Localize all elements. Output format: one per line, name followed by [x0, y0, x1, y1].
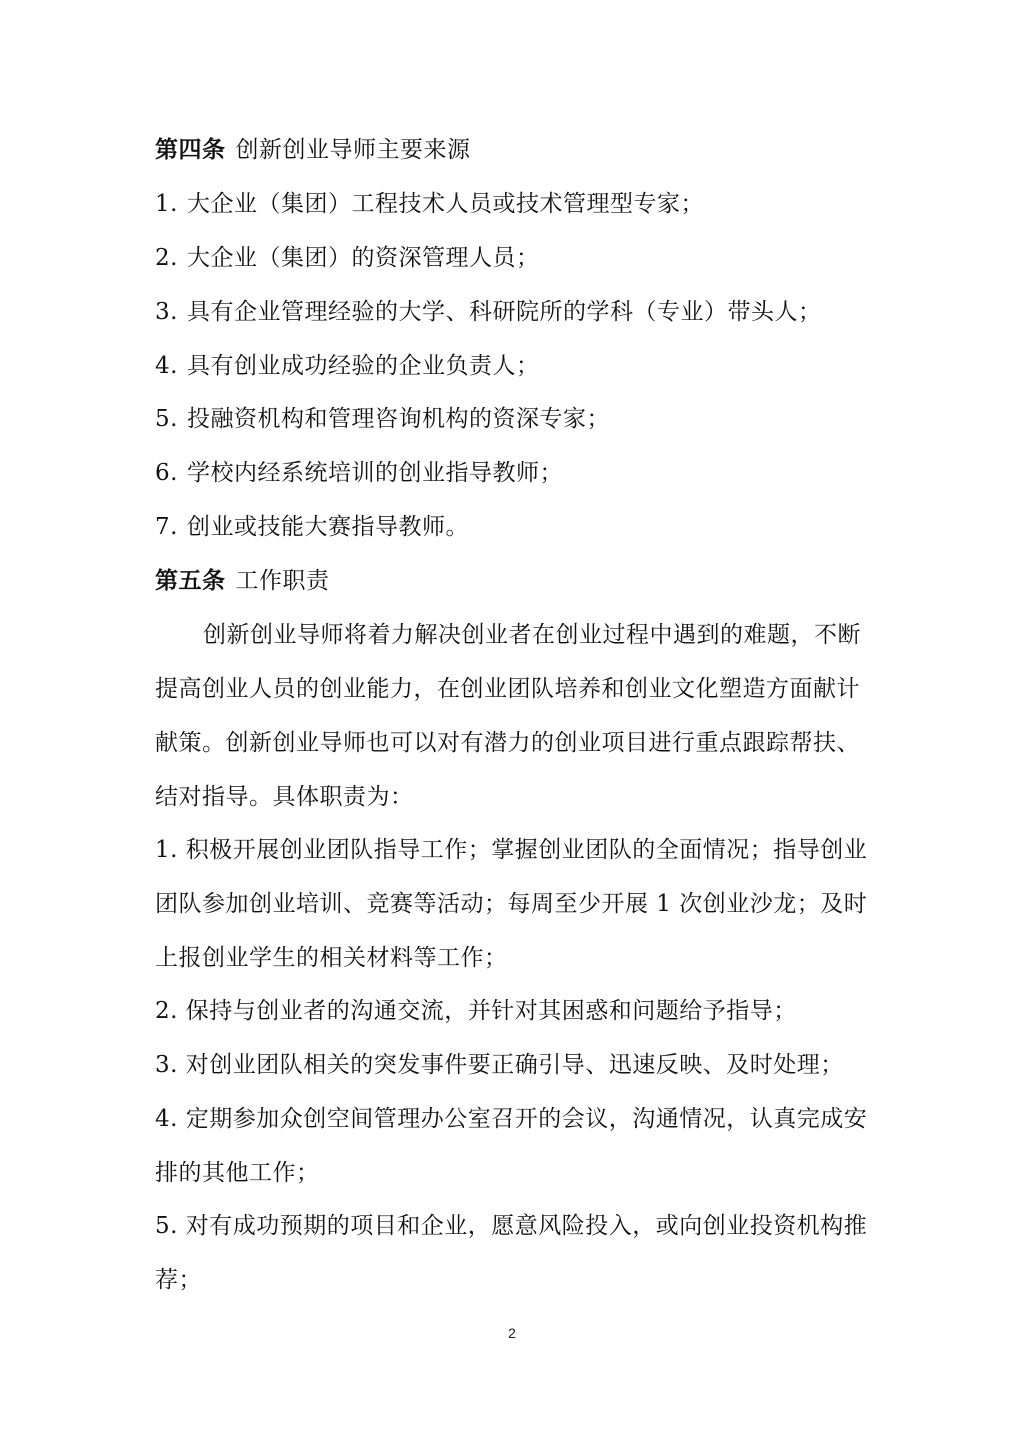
duty-line: 1. 积极开展创业团队指导工作；掌握创业团队的全面情况；指导创业	[155, 837, 868, 863]
paragraph-line: 献策。创新创业导师也可以对有潜力的创业项目进行重点跟踪帮扶、	[155, 730, 860, 756]
paragraph-line: 提高创业人员的创业能力，在创业团队培养和创业文化塑造方面献计	[155, 676, 860, 702]
duty-line: 荐；	[155, 1267, 202, 1293]
list-item	[155, 458, 875, 488]
duty-line: 团队参加创业培训、竞赛等活动；每周至少开展 1 次创业沙龙；及时	[155, 891, 868, 917]
list-item-number: 1.	[155, 191, 178, 217]
list-item-number: 4.	[155, 353, 178, 379]
section4-heading	[155, 135, 875, 165]
list-item-text: 大企业（集团）工程技术人员或技术管理型专家；	[187, 191, 704, 217]
duty-line: 5. 对有成功预期的项目和企业，愿意风险投入，或向创业投资机构推	[155, 1213, 868, 1239]
list-item-number: 3.	[155, 299, 178, 325]
list-item	[155, 404, 875, 434]
duty-line: 3. 对创业团队相关的突发事件要正确引导、迅速反映、及时处理；	[155, 1052, 844, 1078]
list-item	[155, 297, 875, 327]
list-item-text: 创业或技能大赛指导教师。	[187, 514, 469, 540]
section5-label: 第五条	[155, 568, 226, 594]
section4-label: 第四条	[155, 137, 226, 163]
list-item	[155, 512, 875, 542]
list-item-number: 2.	[155, 245, 178, 271]
list-item-number: 7.	[155, 514, 178, 540]
list-item	[155, 189, 875, 219]
list-item	[155, 243, 875, 273]
section5-title: 工作职责	[235, 568, 330, 594]
list-item-number: 5.	[155, 406, 178, 432]
section4-title: 创新创业导师主要来源	[235, 137, 471, 163]
list-item-number: 6.	[155, 460, 178, 486]
page-number: 2	[508, 1325, 516, 1341]
list-item-text: 投融资机构和管理咨询机构的资深专家；	[187, 406, 610, 432]
paragraph-line: 创新创业导师将着力解决创业者在创业过程中遇到的难题，不断	[203, 622, 861, 648]
paragraph-line: 结对指导。具体职责为：	[155, 784, 414, 810]
section5-heading	[155, 566, 875, 596]
duty-line: 4. 定期参加众创空间管理办公室召开的会议，沟通情况，认真完成安	[155, 1106, 868, 1132]
list-item-text: 具有创业成功经验的企业负责人；	[187, 353, 540, 379]
list-item-text: 大企业（集团）的资深管理人员；	[187, 245, 540, 271]
duty-line: 排的其他工作；	[155, 1160, 320, 1186]
duty-line: 2. 保持与创业者的沟通交流，并针对其困惑和问题给予指导；	[155, 998, 797, 1024]
list-item-text: 学校内经系统培训的创业指导教师；	[187, 460, 563, 486]
list-item-text: 具有企业管理经验的大学、科研院所的学科（专业）带头人；	[187, 299, 822, 325]
duty-line: 上报创业学生的相关材料等工作；	[155, 945, 508, 971]
list-item	[155, 351, 875, 381]
